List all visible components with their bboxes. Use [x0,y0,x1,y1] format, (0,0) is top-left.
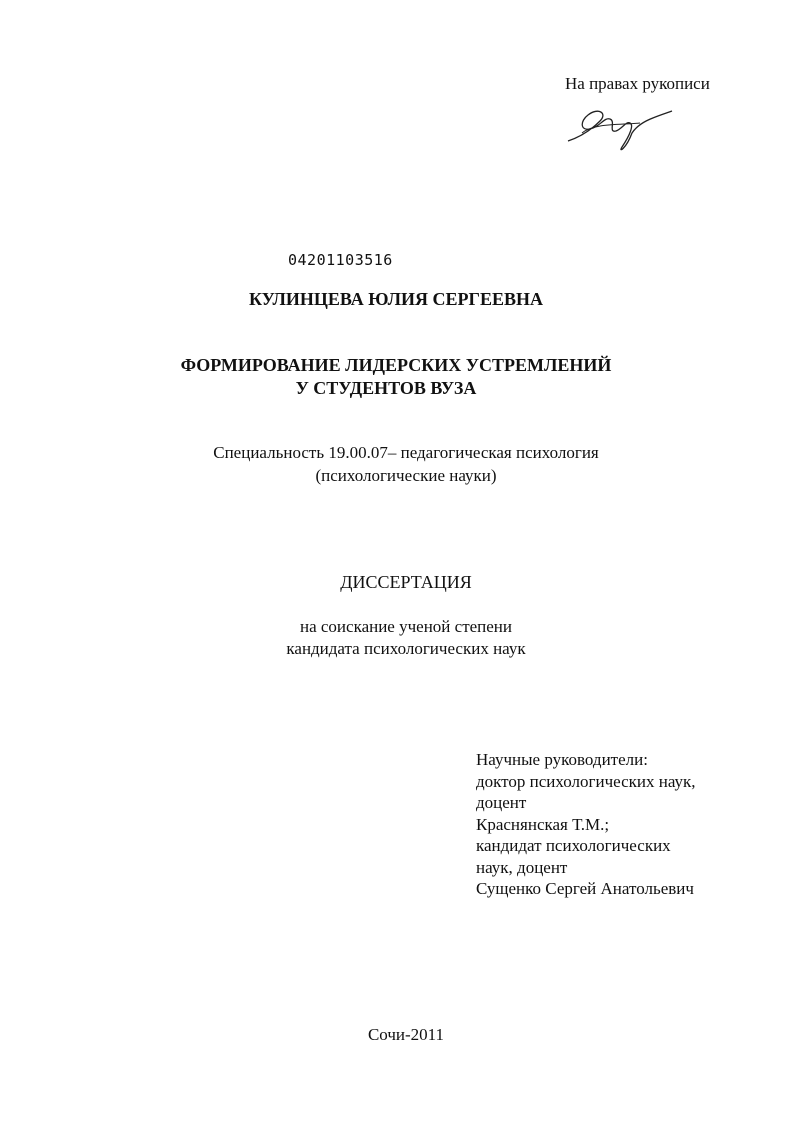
supervisor-line: Сущенко Сергей Анатольевич [476,879,694,898]
degree-line-1: на соискание ученой степени [299,617,513,636]
supervisor-line: доктор психологических наук, [476,771,696,791]
supervisor-line: Краснянская Т.М.; [476,814,610,834]
title-line-1: ФОРМИРОВАНИЕ ЛИДЕРСКИХ УСТРЕМЛЕНИЙ [180,355,612,375]
document-type: ДИССЕРТАЦИЯ [340,572,472,592]
degree-line-2: кандидата психологических наук [286,639,526,658]
specialty-line-2: (психологические науки) [315,466,497,485]
supervisors-block [476,749,696,900]
supervisor-line: наук, доцент [476,857,568,877]
registry-number: 04201103516 [288,251,393,269]
city-year: Сочи-2011 [367,1025,445,1044]
title-line-2: У СТУДЕНТОВ ВУЗА [295,378,477,398]
signature [560,103,680,153]
supervisors-heading: Научные руководители: [476,750,648,769]
manuscript-rights-label: На правах рукописи [565,74,710,93]
supervisor-line: доцент [476,793,527,812]
specialty-line-1: Специальность 19.00.07– педагогическая психология [213,443,599,462]
author-name: КУЛИНЦЕВА ЮЛИЯ СЕРГЕЕВНА [248,289,544,309]
supervisor-line: кандидат психологических [476,836,671,855]
